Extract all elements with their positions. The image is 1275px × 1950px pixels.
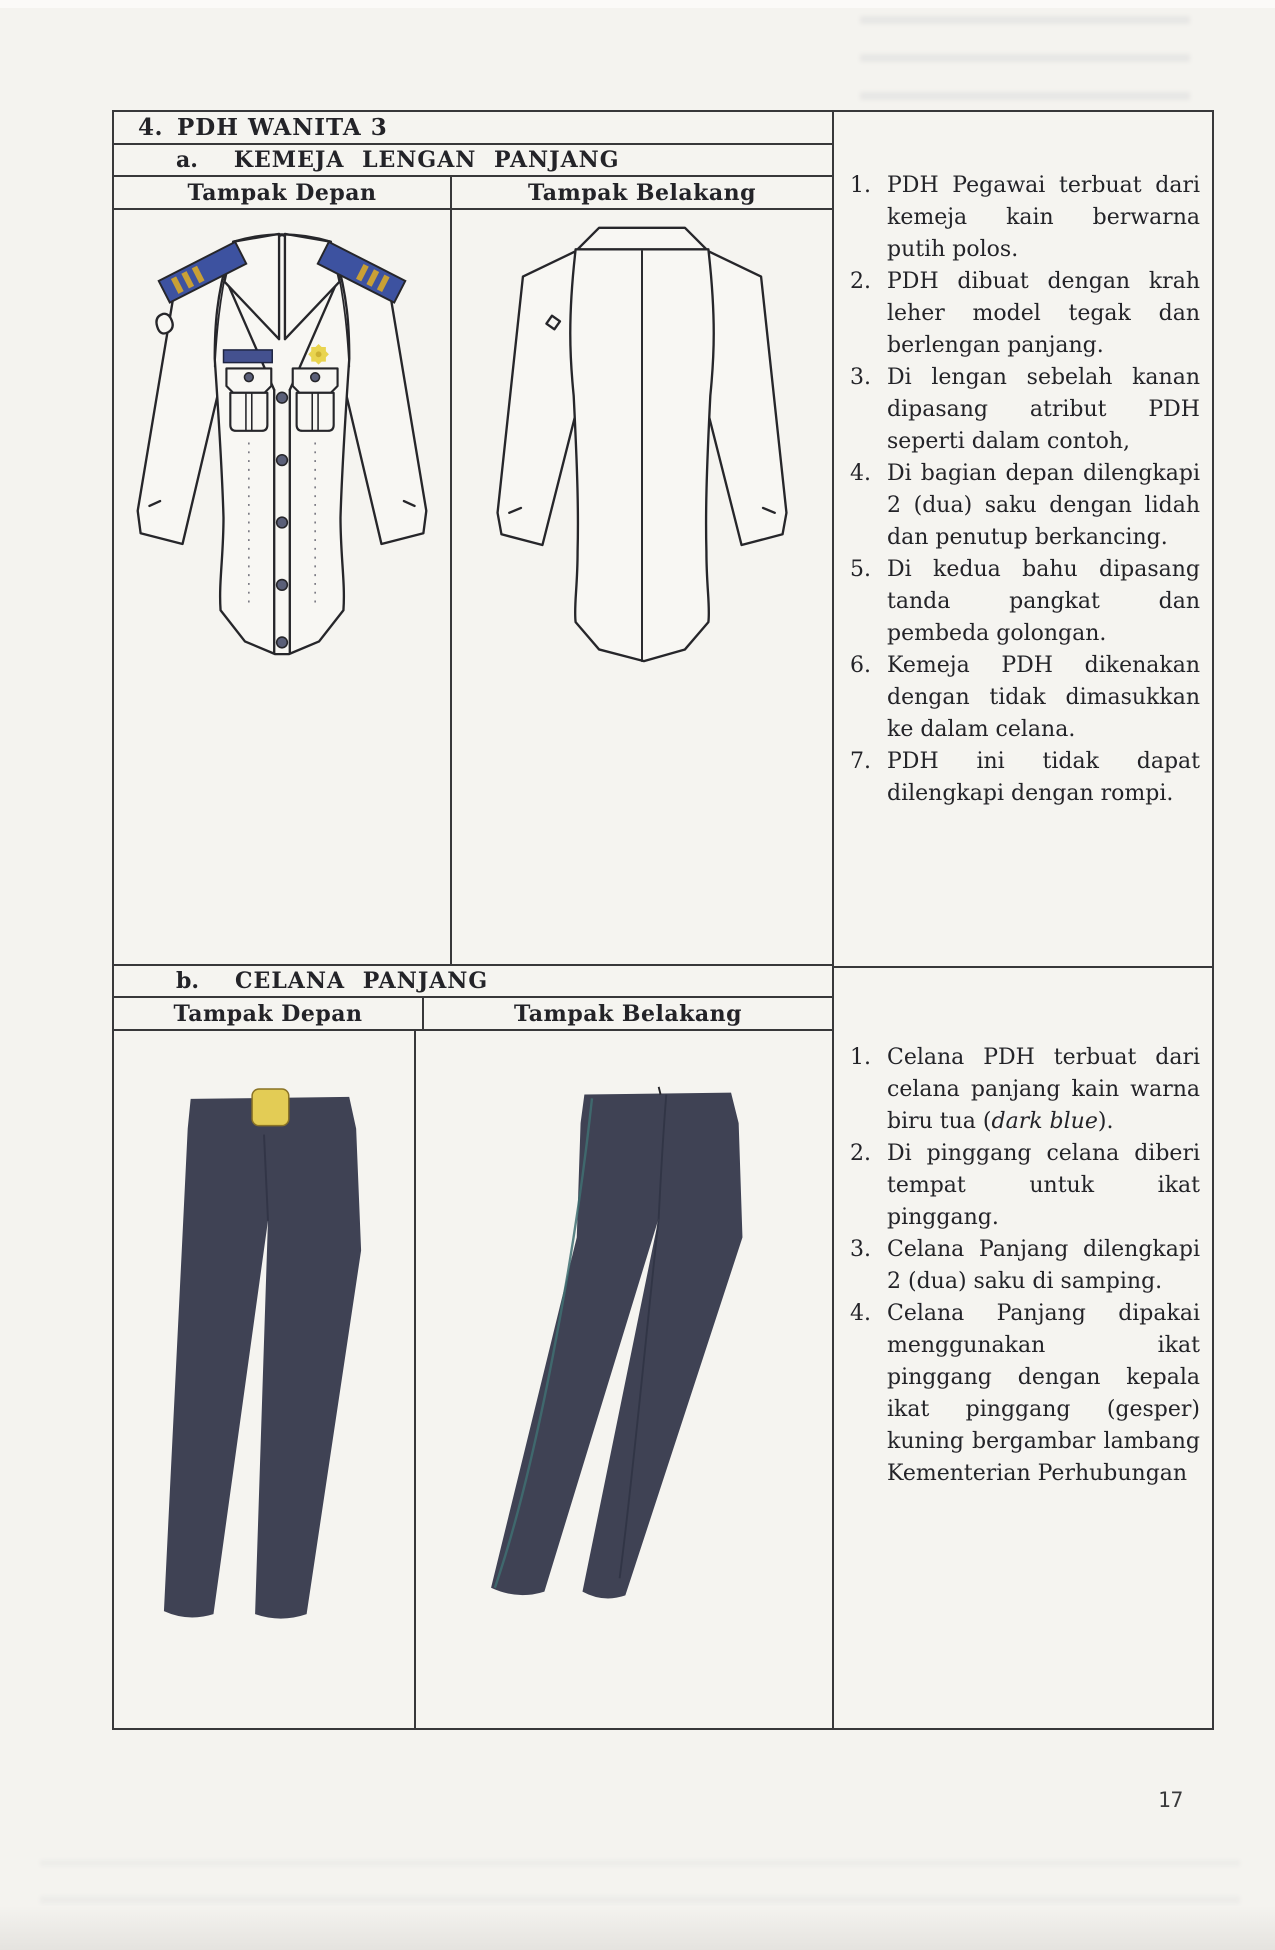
shirt-back-illustration bbox=[492, 220, 792, 708]
col-header-back-b bbox=[424, 998, 832, 1029]
note-text: Celana Panjang dipakai menggunakan ikat pinggang dengan kepala ikat pinggang (gesper) kuning bergambar lambang Kementerian Perhubungan bbox=[887, 1301, 1200, 1486]
note-text-part: ). bbox=[1097, 1109, 1114, 1134]
note-number: 3. bbox=[850, 1237, 871, 1262]
note-number: 4. bbox=[850, 461, 871, 486]
note-text: Di pinggang celana diberi tempat untuk ikat pinggang. bbox=[887, 1141, 1200, 1230]
subsection-letter: a. bbox=[176, 147, 198, 173]
note-text: Celana Panjang dilengkapi 2 (dua) saku di samping. bbox=[887, 1237, 1200, 1294]
chest-badge bbox=[308, 344, 329, 365]
pocket-body-left bbox=[230, 393, 267, 431]
note-number: 3. bbox=[850, 365, 871, 390]
note-item bbox=[850, 362, 1200, 458]
section-title: PDH WANITA 3 bbox=[177, 114, 388, 141]
uniform-spec-table bbox=[112, 110, 1214, 1730]
note-number: 6. bbox=[850, 653, 871, 678]
subsection-letter: b. bbox=[176, 968, 200, 994]
note-number: 2. bbox=[850, 269, 871, 294]
note-item bbox=[850, 554, 1200, 650]
note-item bbox=[850, 650, 1200, 746]
shirt-sleeve-left bbox=[498, 251, 582, 545]
note-item bbox=[850, 1234, 1200, 1298]
note-item bbox=[850, 266, 1200, 362]
section-a-title-row bbox=[114, 112, 832, 145]
note-number: 5. bbox=[850, 557, 871, 582]
trousers-front-cell bbox=[114, 1031, 416, 1730]
col-header-label: Tampak Belakang bbox=[528, 179, 756, 206]
note-text-part: Celana PDH terbuat dari celana panjang kain warna biru tua ( bbox=[887, 1045, 1200, 1134]
trousers-front-silhouette bbox=[164, 1097, 361, 1619]
subsection-title: CELANA PANJANG bbox=[235, 968, 489, 994]
section-number: 4. bbox=[138, 114, 164, 141]
note-item bbox=[850, 1298, 1200, 1490]
column-header-row-a bbox=[114, 177, 832, 210]
scan-edge-top bbox=[0, 0, 1275, 8]
note-item bbox=[850, 746, 1200, 810]
shirt-front-cell bbox=[114, 210, 452, 964]
trousers-front-illustration bbox=[154, 1087, 374, 1627]
subsection-title: KEMEJA LENGAN PANJANG bbox=[233, 147, 620, 173]
shirt-illustration-row bbox=[114, 210, 832, 966]
shirt-front-illustration bbox=[126, 220, 438, 708]
trousers-back-illustration bbox=[432, 1085, 832, 1604]
trousers-notes-cell bbox=[834, 966, 1212, 1732]
note-item bbox=[850, 1138, 1200, 1234]
note-text: PDH ini tidak dapat dilengkapi dengan rompi. bbox=[887, 749, 1200, 806]
col-header-back-a bbox=[452, 177, 832, 208]
col-header-label: Tampak Belakang bbox=[514, 1000, 742, 1027]
trousers-back-silhouette bbox=[491, 1093, 742, 1599]
note-text-italic: dark blue bbox=[991, 1109, 1098, 1134]
trousers-illustration-row bbox=[114, 1031, 832, 1730]
note-number: 7. bbox=[850, 749, 871, 774]
trousers-back-cell bbox=[416, 1031, 832, 1730]
shirt-back-cell bbox=[452, 210, 832, 964]
col-header-label: Tampak Depan bbox=[173, 1000, 363, 1027]
note-text: Di kedua bahu dipasang tanda pangkat dan pembeda golongan. bbox=[887, 557, 1200, 646]
note-text: Di bagian depan dilengkapi 2 (dua) saku dengan lidah dan penutup berkancing. bbox=[887, 461, 1200, 550]
waist-notch bbox=[659, 1087, 661, 1095]
shirt-sleeve-right bbox=[703, 251, 787, 545]
pocket-body-right bbox=[297, 393, 334, 431]
note-item bbox=[850, 170, 1200, 266]
name-tag bbox=[224, 350, 273, 363]
column-header-row-b bbox=[114, 998, 832, 1031]
note-text bbox=[887, 1042, 1200, 1138]
note-number: 4. bbox=[850, 1301, 871, 1326]
back-collar bbox=[578, 228, 707, 249]
note-number: 2. bbox=[850, 1141, 871, 1166]
specification-notes-column bbox=[834, 112, 1212, 1728]
subsection-a-title-row bbox=[114, 145, 832, 177]
note-text: Kemeja PDH dikenakan dengan tidak dimasukkan ke dalam celana. bbox=[887, 653, 1200, 742]
subsection-b-title-row bbox=[114, 966, 832, 998]
note-number: 1. bbox=[850, 1045, 871, 1070]
note-item bbox=[850, 1042, 1200, 1138]
page-number: 17 bbox=[1158, 1788, 1184, 1812]
note-text: Di lengan sebelah kanan dipasang atribut PDH seperti dalam contoh, bbox=[887, 365, 1200, 454]
note-text: PDH dibuat dengan krah leher model tegak dan berlengan panjang. bbox=[887, 269, 1200, 358]
col-header-front-b bbox=[114, 998, 424, 1029]
shirt-notes-cell bbox=[834, 112, 1212, 966]
illustration-section bbox=[114, 112, 834, 1728]
scan-edge-bottom bbox=[0, 1906, 1275, 1950]
belt-buckle bbox=[252, 1089, 289, 1126]
col-header-front-a bbox=[114, 177, 452, 208]
note-number: 1. bbox=[850, 173, 871, 198]
col-header-label: Tampak Depan bbox=[187, 179, 377, 206]
note-text: PDH Pegawai terbuat dari kemeja kain berwarna putih polos. bbox=[887, 173, 1200, 262]
shoulder-notch bbox=[156, 314, 172, 334]
note-item bbox=[850, 458, 1200, 554]
